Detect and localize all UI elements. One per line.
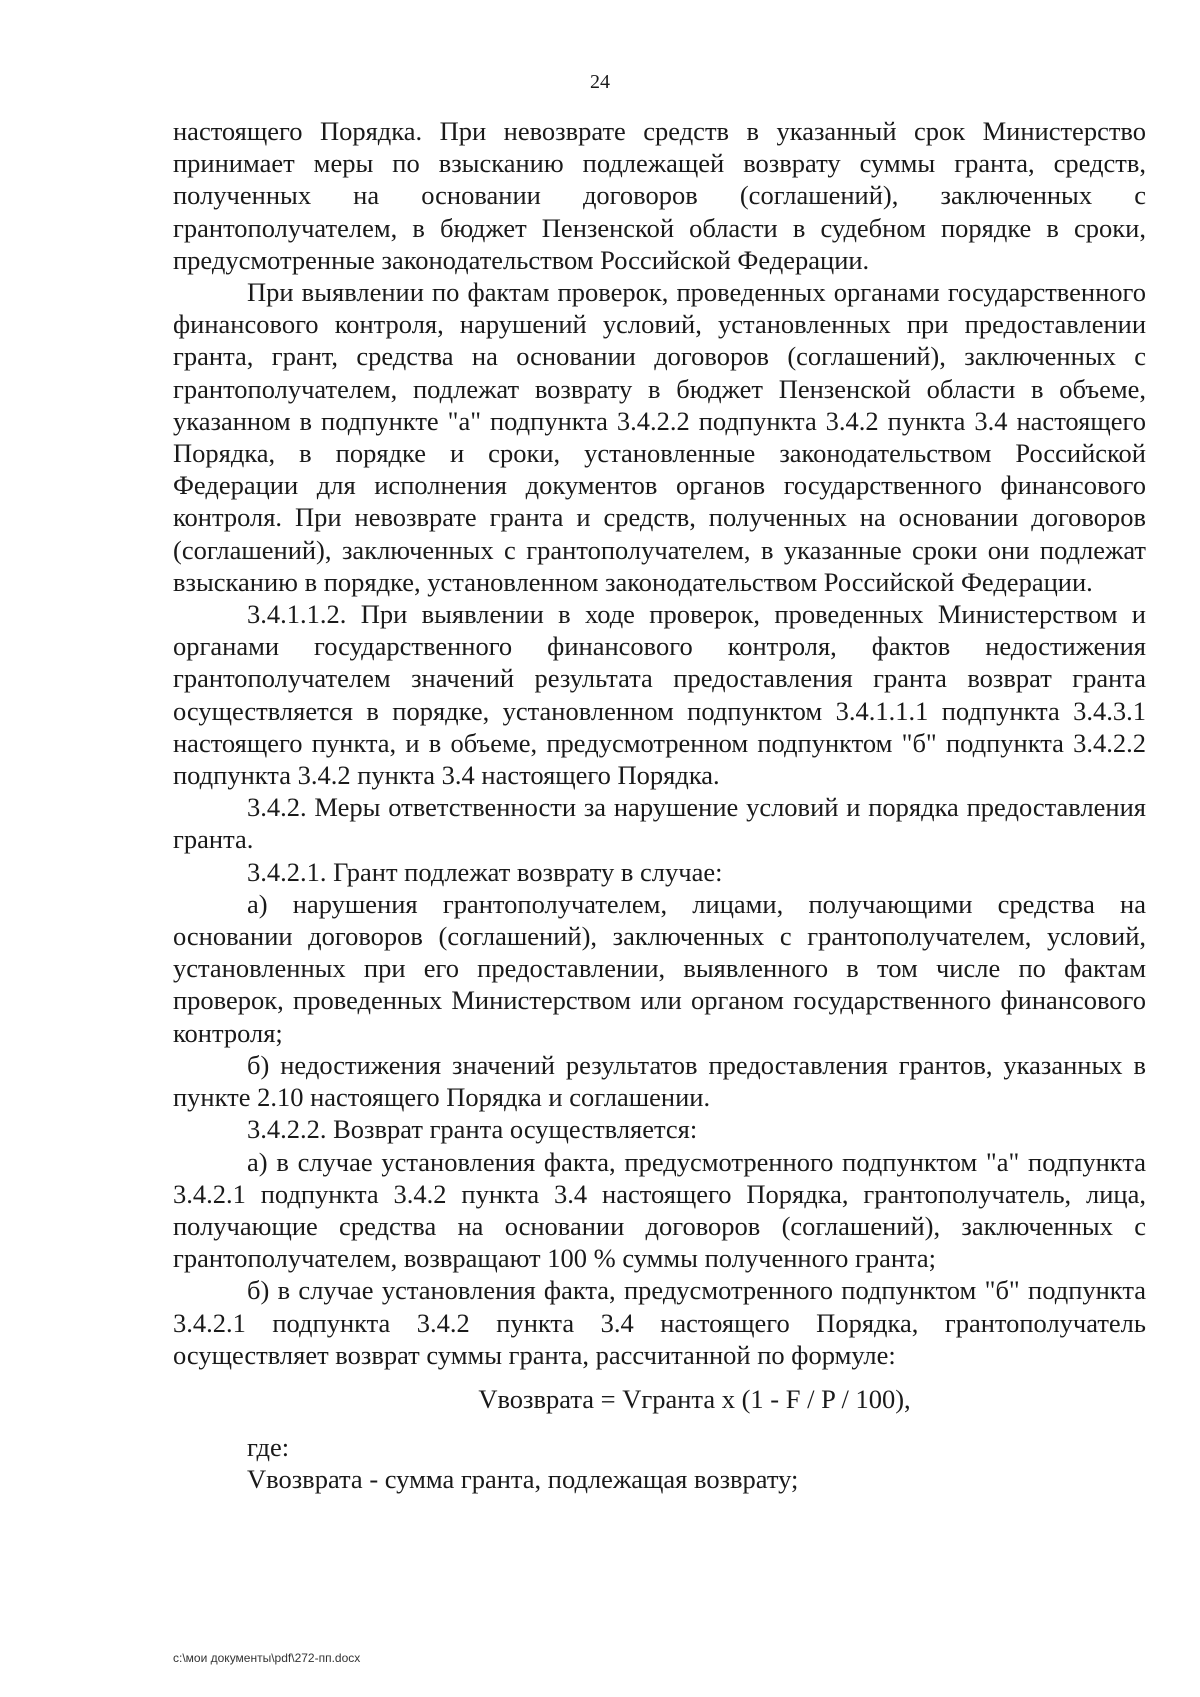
paragraph-3-4-2-2: 3.4.2.2. Возврат гранта осуществляется: (247, 1114, 698, 1145)
footer-file-path: c:\мои документы\pdf\272-пп.docx (173, 1651, 361, 1665)
paragraph-3-4-2-2-a: а) в случае установления факта, предусмотренного подпунктом "а" подпункта 3.4.2.1 подпункта 3.4.2 пункта 3.4 настоящего Порядка, грантополучатель, лица, получающие средства на основании договоров (соглашений), заключенных с грантополучателем, возвращают 100 % суммы полученного гранта; (173, 1146, 1146, 1274)
paragraph-state-control-violations: При выявлении по фактам проверок, проведенных органами государственного финансового контроля, нарушений условий, установленных при предоставлении гранта, грант, средства на основании договоров (соглашений), заключенных с грантополучателем, подлежат возврату в бюджет Пензенской области в объеме, указанном в подпункте "а" подпункта 3.4.2.2 подпункта 3.4.2 пункта 3.4 настоящего Порядка, в порядке и сроки, установленные законодательством Российской Федерации для исполнения документов органов государственного финансового контроля. При невозврате гранта и средств, полученных на основании договоров (соглашений), заключенных с грантополучателем, в указанные сроки они подлежат взысканию в порядке, установленном законодательством Российской Федерации. (173, 277, 1146, 597)
page-number: 24 (590, 71, 610, 93)
paragraph-3-4-2-1-b: б) недостижения значений результатов предоставления грантов, указанных в пункте 2.10 настоящего Порядка и соглашении. (173, 1049, 1146, 1113)
paragraph-3-4-1-1-2: 3.4.1.1.2. При выявлении в ходе проверок, проведенных Министерством и органами государственного финансового контроля, фактов недостижения грантополучателем значений результата предоставления гранта возврат гранта осуществляется в порядке, установленном подпунктом 3.4.1.1.1 подпункта 3.4.3.1 настоящего пункта, и в объеме, предусмотренном подпунктом "б" подпункта 3.4.2.2 подпункта 3.4.2 пункта 3.4 настоящего Порядка. (173, 599, 1146, 791)
paragraph-continuation: настоящего Порядка. При невозврате средств в указанный срок Министерство принимает меры по взысканию подлежащей возврату суммы гранта, средств, полученных на основании договоров (соглашений), заключенных с грантополучателем, в бюджет Пензенской области в судебном порядке в сроки, предусмотренные законодательством Российской Федерации. (173, 116, 1146, 275)
paragraph-3-4-2-2-b: б) в случае установления факта, предусмотренного подпунктом "б" подпункта 3.4.2.1 подпункта 3.4.2 пункта 3.4 настоящего Порядка, грантополучатель осуществляет возврат суммы гранта, рассчитанной по формуле: (173, 1275, 1146, 1370)
paragraph-3-4-2-1-a: а) нарушения грантополучателем, лицами, получающими средства на основании договоров (соглашений), заключенных с грантополучателем, условий, установленных при его предоставлении, выявленного в том числе по фактам проверок, проведенных Министерством или органом государственного финансового контроля; (173, 888, 1146, 1048)
paragraph-3-4-2: 3.4.2. Меры ответственности за нарушение условий и порядка предоставления гранта. (173, 792, 1146, 855)
refund-formula: Vвозврата = Vгранта x (1 - F / P / 100), (478, 1383, 911, 1414)
document-body (173, 115, 1146, 1496)
paragraph-where: где: (247, 1432, 290, 1463)
paragraph-3-4-2-1: 3.4.2.1. Грант подлежат возврату в случае: (247, 856, 723, 887)
paragraph-v-refund-definition: Vвозврата - сумма гранта, подлежащая возврату; (247, 1464, 799, 1495)
